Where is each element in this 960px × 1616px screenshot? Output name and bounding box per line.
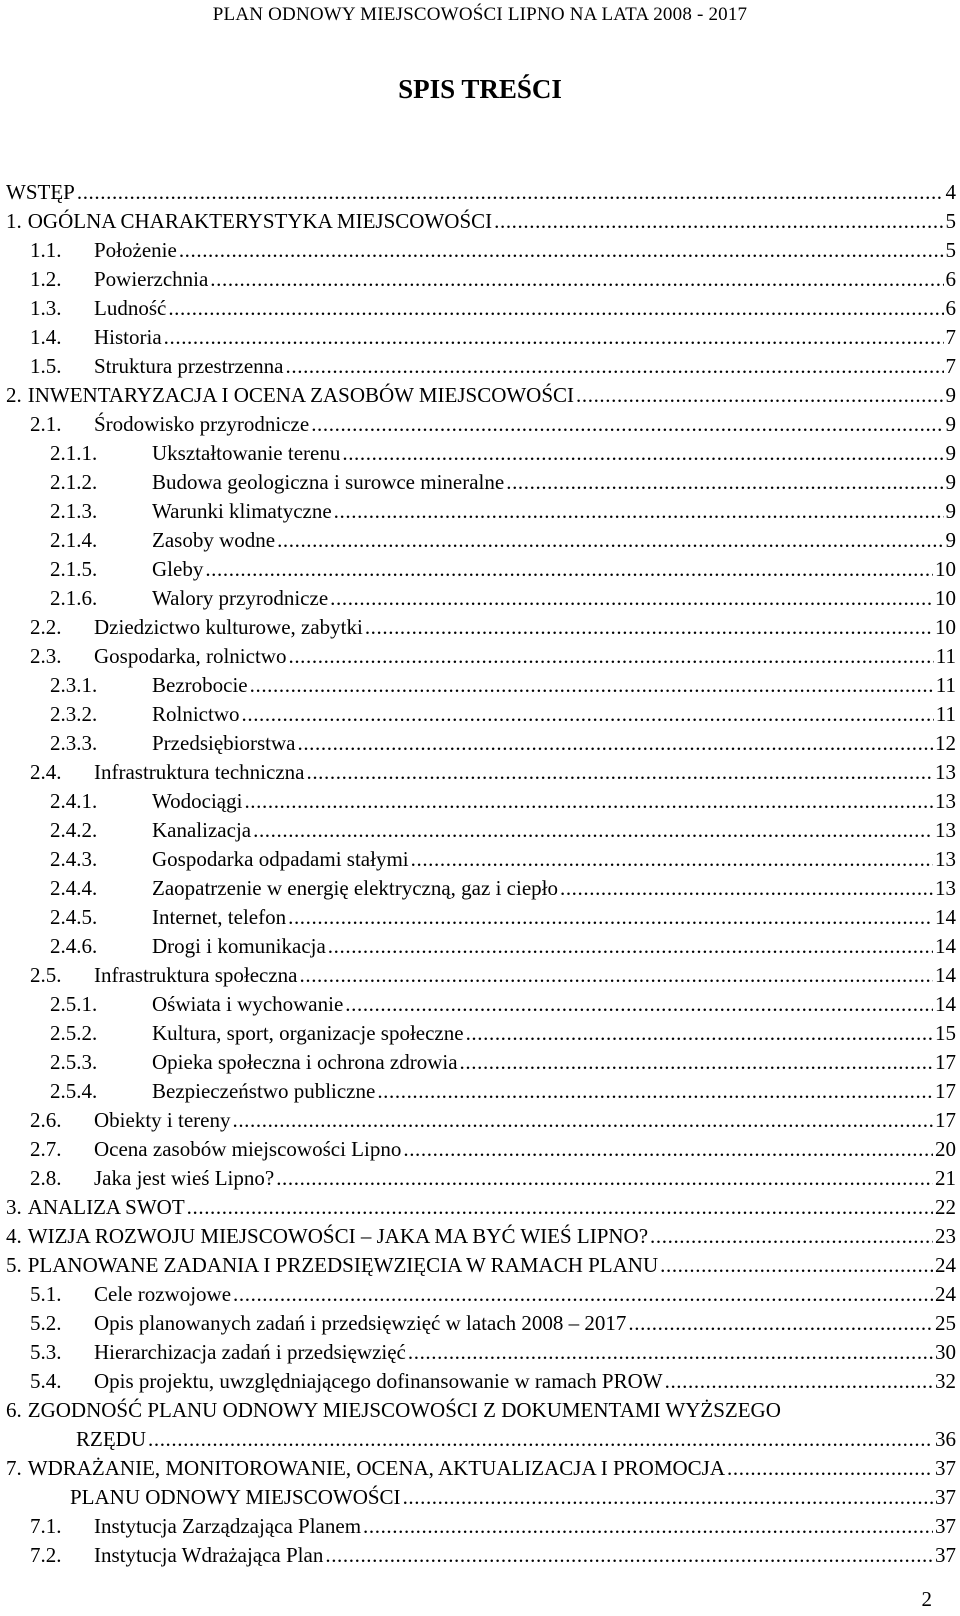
toc-entry-page: 9 (945, 499, 956, 523)
toc-entry-page: 13 (935, 760, 956, 784)
toc-entry-number: 2.4. (30, 760, 62, 784)
dot-leader (411, 845, 933, 874)
toc-entry-title: Instytucja Wdrażająca Plan (94, 1543, 324, 1567)
toc-entry-title: ANALIZA SWOT (27, 1195, 185, 1219)
toc-entry-page: 11 (935, 673, 956, 697)
toc-entry[interactable] (6, 323, 956, 352)
toc-entry-page: 10 (935, 586, 956, 610)
toc-entry[interactable] (6, 1338, 956, 1367)
toc-entry[interactable] (6, 845, 956, 874)
toc-entry-number: 2.1.1. (50, 441, 98, 465)
toc-entry-6-line2[interactable] (6, 1425, 956, 1454)
dot-leader (286, 352, 944, 381)
dot-leader (460, 1048, 933, 1077)
toc-entry-title: Ludność (94, 296, 167, 320)
toc-entry[interactable] (6, 1251, 956, 1280)
toc-entry[interactable] (6, 671, 956, 700)
toc-entry-title: Gospodarka odpadami stałymi (152, 847, 409, 871)
toc-entry-number: 2.4.1. (50, 789, 98, 813)
dot-leader (334, 497, 944, 526)
toc-entry-title: Drogi i komunikacja (152, 934, 326, 958)
toc-entry[interactable] (6, 1222, 956, 1251)
toc-entry-number: 2.1.2. (50, 470, 98, 494)
toc-entry-number: 7.1. (30, 1514, 62, 1538)
toc-entry-title: Instytucja Zarządzająca Planem (94, 1514, 362, 1538)
dot-leader (179, 236, 944, 265)
toc-entry-number: 1.2. (30, 267, 62, 291)
toc-entry[interactable] (6, 236, 956, 265)
toc-entry-page: 13 (935, 789, 956, 813)
dot-leader (311, 410, 943, 439)
toc-entry[interactable] (6, 1164, 956, 1193)
toc-entry-number: 2.3.1. (50, 673, 98, 697)
toc-entry-title: Opis planowanych zadań i przedsięwzięć w latach 2008 – 2017 (94, 1311, 627, 1335)
toc-entry-page: 14 (935, 905, 956, 929)
toc-entry-title: Ocena zasobów miejscowości Lipno (94, 1137, 402, 1161)
dot-leader (345, 990, 933, 1019)
toc-entry[interactable] (6, 207, 956, 236)
dot-leader (660, 1251, 933, 1280)
toc-entry-title: OGÓLNA CHARAKTERYSTYKA MIEJSCOWOŚCI (27, 209, 493, 233)
toc-entry[interactable] (6, 700, 956, 729)
toc-entry-number: 2.1.4. (50, 528, 98, 552)
toc-entry-title: Dziedzictwo kulturowe, zabytki (94, 615, 363, 639)
toc-entry-number: 2.4.3. (50, 847, 98, 871)
toc-entry-page: 14 (935, 963, 956, 987)
dot-leader (288, 903, 933, 932)
toc-entry-title: Jaka jest wieś Lipno? (94, 1166, 275, 1190)
toc-entry[interactable] (6, 758, 956, 787)
toc-entry-page: 37 (935, 1543, 956, 1567)
dot-leader (250, 671, 934, 700)
toc-entry-title: Opieka społeczna i ochrona zdrowia (152, 1050, 458, 1074)
toc-entry-number: 2.6. (30, 1108, 62, 1132)
toc-entry-page: 9 (945, 412, 956, 436)
dot-leader (342, 439, 943, 468)
toc-entry-page: 10 (935, 557, 956, 581)
toc-entry-title: Gleby (152, 557, 204, 581)
toc-entry-number: 7.2. (30, 1543, 62, 1567)
toc-entry-title: Walory przyrodnicze (152, 586, 329, 610)
toc-entry-page: 5 (945, 209, 956, 233)
toc-entry-title: Kultura, sport, organizacje społeczne (152, 1021, 464, 1045)
dot-leader (244, 787, 933, 816)
toc-entry-page: 13 (935, 876, 956, 900)
toc-entry[interactable] (6, 1135, 956, 1164)
toc-entry[interactable] (6, 787, 956, 816)
dot-leader (363, 1512, 933, 1541)
toc-entry-title: Kanalizacja (152, 818, 252, 842)
toc-entry-page: 24 (935, 1253, 956, 1277)
toc-entry-number: 2.1. (30, 412, 62, 436)
toc-entry-title: Bezpieczeństwo publiczne (152, 1079, 376, 1103)
page-number: 2 (921, 1587, 932, 1611)
toc-entry[interactable] (6, 1048, 956, 1077)
toc-entry-title: Struktura przestrzenna (94, 354, 284, 378)
toc-entry-number: 2.3.3. (50, 731, 98, 755)
dot-leader (665, 1367, 933, 1396)
dot-leader (148, 1425, 933, 1454)
toc-entry-number: 2.7. (30, 1137, 62, 1161)
toc-entry-page: 37 (935, 1456, 956, 1480)
toc-entry-page: 13 (935, 847, 956, 871)
toc-entry-page: 21 (935, 1166, 956, 1190)
toc-entry[interactable] (6, 497, 956, 526)
toc-entry-number: 2.5.2. (50, 1021, 98, 1045)
toc-entry-number: 1.3. (30, 296, 62, 320)
toc-entry[interactable] (6, 1367, 956, 1396)
toc-entry-title: Przedsiębiorstwa (152, 731, 296, 755)
dot-leader (297, 729, 933, 758)
toc-entry[interactable] (6, 294, 956, 323)
toc-entry-title: Położenie (94, 238, 177, 262)
toc-entry-page: 32 (935, 1369, 956, 1393)
dot-leader (233, 1280, 933, 1309)
toc-entry-page: 25 (935, 1311, 956, 1335)
toc-entry-title: Rolnictwo (152, 702, 240, 726)
dot-leader (205, 555, 933, 584)
toc-entry-7-line1[interactable] (6, 1454, 956, 1483)
toc-entry-title: Powierzchnia (94, 267, 209, 291)
toc-entry-number: 2. (6, 383, 22, 407)
toc-entry-title: Cele rozwojowe (94, 1282, 232, 1306)
dot-leader (277, 526, 943, 555)
toc-entry-7-line2[interactable] (6, 1483, 956, 1512)
toc-entry-number: 2.4.6. (50, 934, 98, 958)
dot-leader (330, 584, 933, 613)
toc-entry-number: 2.4.2. (50, 818, 98, 842)
toc-entry-number: 4. (6, 1224, 22, 1248)
toc-entry-page: 15 (935, 1021, 956, 1045)
toc-entry-number: 6. (6, 1398, 22, 1422)
toc-entry-page: 11 (935, 702, 956, 726)
toc-entry-title-continued: RZĘDU (76, 1427, 146, 1451)
dot-leader (727, 1454, 933, 1483)
toc-entry-page: 4 (945, 180, 956, 204)
table-of-contents (6, 178, 956, 1570)
running-header: PLAN ODNOWY MIEJSCOWOŚCI LIPNO NA LATA 2008 - 2017 (212, 4, 748, 25)
toc-entry-title: Internet, telefon (152, 905, 287, 929)
toc-entry-title: Obiekty i tereny (94, 1108, 231, 1132)
toc-entry[interactable] (6, 410, 956, 439)
toc-entry-title: WIZJA ROZWOJU MIEJSCOWOŚCI – JAKA MA BYĆ WIEŚ LIPNO? (27, 1224, 649, 1248)
toc-entry-number: 2.4.4. (50, 876, 98, 900)
toc-entry-page: 9 (945, 528, 956, 552)
toc-entry-title: Środowisko przyrodnicze (94, 412, 310, 436)
toc-entry-number: 2.5. (30, 963, 62, 987)
toc-entry[interactable] (6, 1280, 956, 1309)
toc-entry-title: WDRAŻANIE, MONITOROWANIE, OCENA, AKTUALIZACJA I PROMOCJA (27, 1456, 726, 1480)
toc-entry-number: 1. (6, 209, 22, 233)
dot-leader (288, 642, 933, 671)
dot-leader (210, 265, 943, 294)
toc-entry[interactable] (6, 439, 956, 468)
toc-entry-number: 5.2. (30, 1311, 62, 1335)
page-title: SPIS TREŚCI (398, 74, 562, 104)
toc-entry[interactable] (6, 1106, 956, 1135)
toc-entry[interactable] (6, 1309, 956, 1338)
toc-entry-title: Infrastruktura techniczna (94, 760, 305, 784)
toc-entry-page: 9 (945, 441, 956, 465)
dot-leader (506, 468, 943, 497)
toc-entry-page: 24 (935, 1282, 956, 1306)
toc-entry-title: Opis projektu, uwzględniającego dofinansowanie w ramach PROW (94, 1369, 663, 1393)
toc-entry-page: 9 (945, 470, 956, 494)
dot-leader (403, 1135, 933, 1164)
toc-entry-title: WSTĘP (6, 180, 75, 204)
toc-entry-page: 6 (945, 267, 956, 291)
toc-entry[interactable] (6, 584, 956, 613)
toc-entry-page: 13 (935, 818, 956, 842)
toc-entry[interactable] (6, 352, 956, 381)
toc-entry[interactable] (6, 903, 956, 932)
toc-entry-number: 2.5.4. (50, 1079, 98, 1103)
dot-leader (650, 1222, 933, 1251)
toc-entry-page: 30 (935, 1340, 956, 1364)
toc-entry-page: 17 (935, 1108, 956, 1132)
dot-leader (466, 1019, 933, 1048)
toc-entry-page: 7 (945, 325, 956, 349)
toc-entry-page: 12 (935, 731, 956, 755)
toc-entry-title: Oświata i wychowanie (152, 992, 344, 1016)
toc-entry-number: 5.1. (30, 1282, 62, 1306)
toc-entry[interactable] (6, 816, 956, 845)
toc-entry-page: 23 (935, 1224, 956, 1248)
toc-entry-number: 1.1. (30, 238, 62, 262)
toc-entry-title: ZGODNOŚĆ PLANU ODNOWY MIEJSCOWOŚCI Z DOKUMENTAMI WYŻSZEGO (27, 1398, 781, 1422)
toc-entry-number: 2.4.5. (50, 905, 98, 929)
toc-entry[interactable] (6, 874, 956, 903)
toc-entry-page: 10 (935, 615, 956, 639)
toc-entry-number: 2.3.2. (50, 702, 98, 726)
dot-leader (300, 961, 934, 990)
dot-leader (168, 294, 943, 323)
toc-entry[interactable] (6, 381, 956, 410)
toc-entry-title: Hierarchizacja zadań i przedsięwzięć (94, 1340, 406, 1364)
toc-entry-title: Zaopatrzenie w energię elektryczną, gaz i ciepło (152, 876, 558, 900)
toc-entry-page: 22 (935, 1195, 956, 1219)
toc-entry-number: 2.2. (30, 615, 62, 639)
toc-entry[interactable] (6, 932, 956, 961)
dot-leader (253, 816, 933, 845)
toc-entry-number: 2.1.3. (50, 499, 98, 523)
dot-leader (365, 613, 933, 642)
toc-entry-title: Zasoby wodne (152, 528, 276, 552)
toc-entry-title: Warunki klimatyczne (152, 499, 332, 523)
toc-entry-number: 2.8. (30, 1166, 62, 1190)
toc-entry-title: PLANOWANE ZADANIA I PRZEDSIĘWZIĘCIA W RAMACH PLANU (27, 1253, 659, 1277)
dot-leader (403, 1483, 933, 1512)
toc-entry-title: Historia (94, 325, 162, 349)
toc-entry-title: Gospodarka, rolnictwo (94, 644, 287, 668)
toc-entry[interactable] (6, 265, 956, 294)
toc-entry-number: 5.3. (30, 1340, 62, 1364)
toc-entry-page: 11 (935, 644, 956, 668)
toc-entry[interactable] (6, 468, 956, 497)
dot-leader (494, 207, 943, 236)
toc-entry-number: 2.1.5. (50, 557, 98, 581)
toc-entry-number: 7. (6, 1456, 22, 1480)
toc-entry-title: INWENTARYZACJA I OCENA ZASOBÓW MIEJSCOWOŚCI (27, 383, 575, 407)
dot-leader (232, 1106, 933, 1135)
toc-entry[interactable] (6, 526, 956, 555)
dot-leader (276, 1164, 933, 1193)
toc-entry[interactable] (6, 613, 956, 642)
toc-entry-page: 5 (945, 238, 956, 262)
dot-leader (77, 178, 944, 207)
toc-entry-title: Infrastruktura społeczna (94, 963, 298, 987)
toc-entry[interactable] (6, 961, 956, 990)
toc-entry-number: 2.3. (30, 644, 62, 668)
toc-entry-page: 17 (935, 1079, 956, 1103)
dot-leader (628, 1309, 933, 1338)
toc-entry-title: Ukształtowanie terenu (152, 441, 341, 465)
toc-entry-number: 2.5.1. (50, 992, 98, 1016)
toc-entry[interactable] (6, 1019, 956, 1048)
toc-entry-page: 14 (935, 934, 956, 958)
toc-entry-number: 3. (6, 1195, 22, 1219)
toc-entry-page: 14 (935, 992, 956, 1016)
toc-entry[interactable] (6, 178, 956, 207)
toc-entry-number: 2.1.6. (50, 586, 98, 610)
toc-entry-page: 37 (935, 1514, 956, 1538)
dot-leader (328, 932, 933, 961)
toc-entry[interactable] (6, 1541, 956, 1570)
toc-entry-number: 5.4. (30, 1369, 62, 1393)
toc-entry-page: 9 (945, 383, 956, 407)
toc-entry-number: 1.4. (30, 325, 62, 349)
dot-leader (242, 700, 934, 729)
toc-entry-title: Budowa geologiczna i surowce mineralne (152, 470, 505, 494)
dot-leader (306, 758, 933, 787)
toc-entry-page: 6 (945, 296, 956, 320)
toc-entry-page: 7 (945, 354, 956, 378)
toc-entry[interactable] (6, 555, 956, 584)
dot-leader (576, 381, 943, 410)
toc-entry[interactable] (6, 990, 956, 1019)
toc-entry-page: 17 (935, 1050, 956, 1074)
toc-entry-title-continued: PLANU ODNOWY MIEJSCOWOŚCI (70, 1485, 401, 1509)
toc-entry[interactable] (6, 642, 956, 671)
toc-entry-title: Wodociągi (152, 789, 243, 813)
toc-entry-page: 36 (935, 1427, 956, 1451)
toc-entry-number: 2.5.3. (50, 1050, 98, 1074)
toc-entry-number: 1.5. (30, 354, 62, 378)
dot-leader (560, 874, 933, 903)
dot-leader (187, 1193, 933, 1222)
toc-entry[interactable] (6, 1512, 956, 1541)
toc-entry[interactable] (6, 1193, 956, 1222)
dot-leader (325, 1541, 933, 1570)
toc-entry-6-line1[interactable] (6, 1396, 956, 1425)
toc-entry-page: 20 (935, 1137, 956, 1161)
dot-leader (164, 323, 944, 352)
dot-leader (408, 1338, 933, 1367)
toc-entry-title: Bezrobocie (152, 673, 248, 697)
toc-entry-page: 37 (935, 1485, 956, 1509)
toc-entry[interactable] (6, 1077, 956, 1106)
dot-leader (377, 1077, 933, 1106)
toc-entry-number: 5. (6, 1253, 22, 1277)
toc-entry[interactable] (6, 729, 956, 758)
